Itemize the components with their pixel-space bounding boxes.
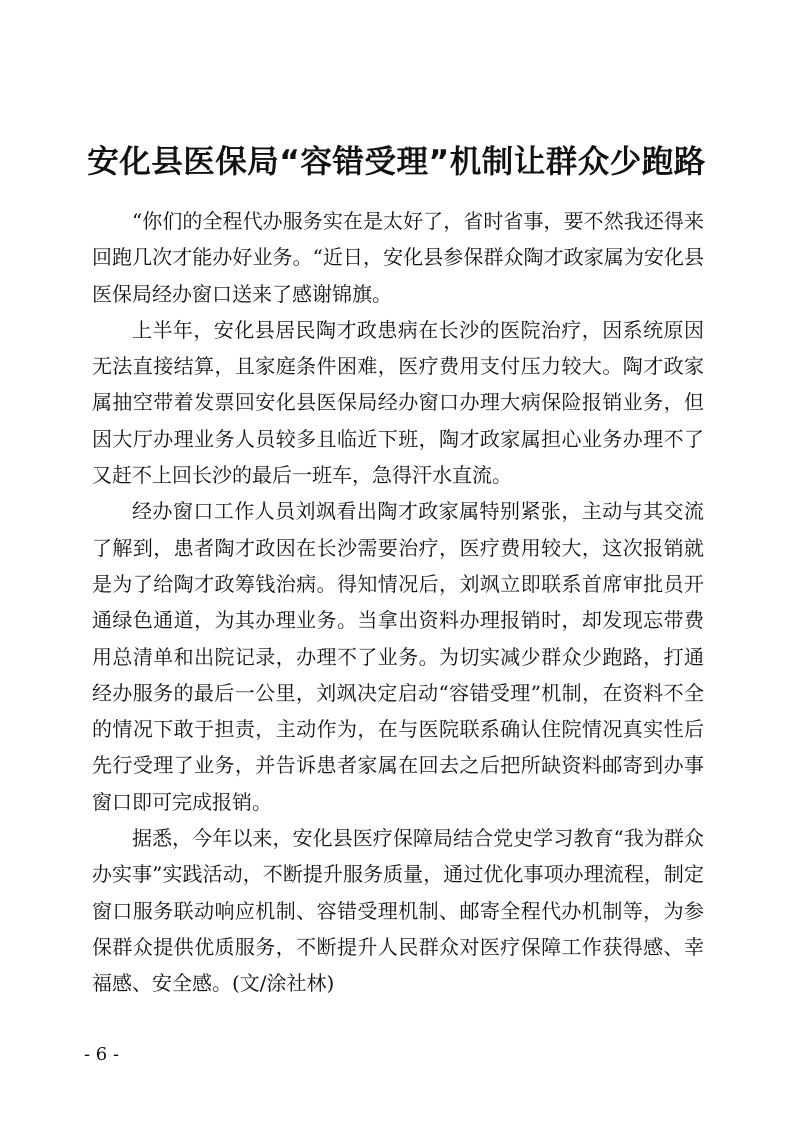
paragraph-3: 经办窗口工作人员刘飒看出陶才政家属特别紧张，主动与其交流了解到，患者陶才政因在长沙需要治疗，医疗费用较大，这次报销就是为了给陶才政筹钱治病。得知情况后，刘飒立即联系首席审批员开通绿色通道，为其办理业务。当拿出资料办理报销时，却发现忘带费用总清单和出院记录，办理不了业务。为切实减少群众少跑路，打通经办服务的最后一公里，刘飒决定启动“容错受理”机制，在资料不全的情况下敢于担责，主动作为，在与医院联系确认住院情况真实性后先行受理了业务，并告诉患者家属在回去之后把所缺资料邮寄到办事窗口即可完成报销。 bbox=[92, 499, 704, 814]
page-number: - 6 - bbox=[84, 1044, 120, 1065]
paragraph-2: 上半年，安化县居民陶才政患病在长沙的医院治疗，因系统原因无法直接结算，且家庭条件困难，医疗费用支付压力较大。陶才政家属抽空带着发票回安化县医保局经办窗口办理大病保险报销业务，但因大厅办理业务人员较多且临近下班，陶才政家属担心业务办理不了又赶不上回长沙的最后一班车，急得汗水直流。 bbox=[92, 317, 704, 488]
article-body bbox=[92, 203, 704, 1002]
paragraph-4: 据悉，今年以来，安化县医疗保障局结合党史学习教育“我为群众办实事”实践活动，不断提升服务质量，通过优化事项办理流程，制定窗口服务联动响应机制、容错受理机制、邮寄全程代办机制等，为参保群众提供优质服务，不断提升人民群众对医疗保障工作获得感、幸福感、安全感。(文/涂社林) bbox=[92, 826, 704, 996]
page-title: 安化县医保局“容错受理”机制让群众少跑路 bbox=[87, 144, 706, 180]
paragraph-1: “你们的全程代办服务实在是太好了，省时省事，要不然我还得来回跑几次才能办好业务。“近日，安化县参保群众陶才政家属为安化县医保局经办窗口送来了感谢锦旗。 bbox=[92, 209, 704, 306]
